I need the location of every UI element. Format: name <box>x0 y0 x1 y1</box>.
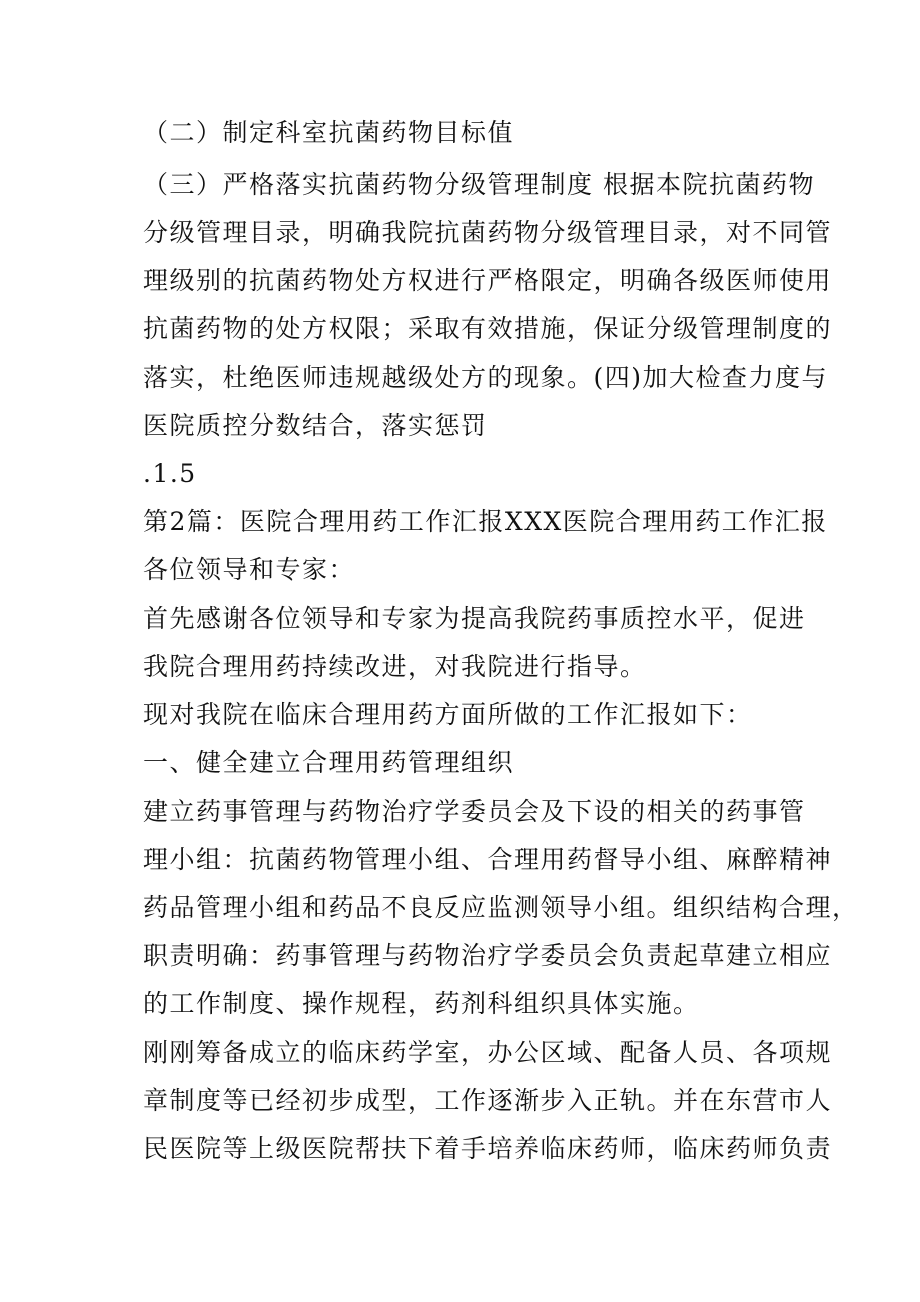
text-line: 医院质控分数结合，落实惩罚 <box>143 411 488 440</box>
text-line: 建立药事管理与药物治疗学委员会及下设的相关的药事管 <box>143 797 806 826</box>
text-line: 现对我院在临床合理用药方面所做的工作汇报如下： <box>143 700 753 729</box>
text-line: 章制度等已经初步成型，工作逐渐步入正轨。并在东营市人 <box>143 1086 833 1115</box>
text-line: 民医院等上级医院帮扶下着手培养临床药师，临床药师负责 <box>143 1134 833 1163</box>
text-line: 理级别的抗菌药物处方权进行严格限定，明确各级医师使用 <box>143 266 833 295</box>
text-line: 落实，杜绝医师违规越级处方的现象。(四)加大检查力度与 <box>143 363 829 392</box>
text-line: .1.5 <box>143 459 197 488</box>
text-line: 理小组：抗菌药物管理小组、合理用药督导小组、麻醉精神 <box>143 845 833 874</box>
text-line: （二）制定科室抗菌药物目标值 <box>143 118 515 147</box>
text-line: 首先感谢各位领导和专家为提高我院药事质控水平，促进 <box>143 604 806 633</box>
text-line: 职责明确：药事管理与药物治疗学委员会负责起草建立相应 <box>143 941 833 970</box>
section-heading: 一、健全建立合理用药管理组织 <box>143 748 515 777</box>
text-line: 分级管理目录，明确我院抗菌药物分级管理目录，对不同管 <box>143 218 833 247</box>
heading-line: 第2篇：医院合理用药工作汇报XXX医院合理用药工作汇报 <box>143 507 828 536</box>
text-line: 的工作制度、操作规程，药剂科组织具体实施。 <box>143 989 700 1018</box>
text-line: 抗菌药物的处方权限；采取有效措施，保证分级管理制度的 <box>143 314 833 343</box>
text-line: 我院合理用药持续改进，对我院进行指导。 <box>143 652 647 681</box>
text-line: 药品管理小组和药品不良反应监测领导小组。组织结构合理， <box>143 893 859 922</box>
text-line: 刚刚筹备成立的临床药学室，办公区域、配备人员、各项规 <box>143 1038 833 1067</box>
text-line: （三）严格落实抗菌药物分级管理制度 根据本院抗菌药物 <box>143 170 815 199</box>
text-line: 各位领导和专家： <box>143 555 356 584</box>
